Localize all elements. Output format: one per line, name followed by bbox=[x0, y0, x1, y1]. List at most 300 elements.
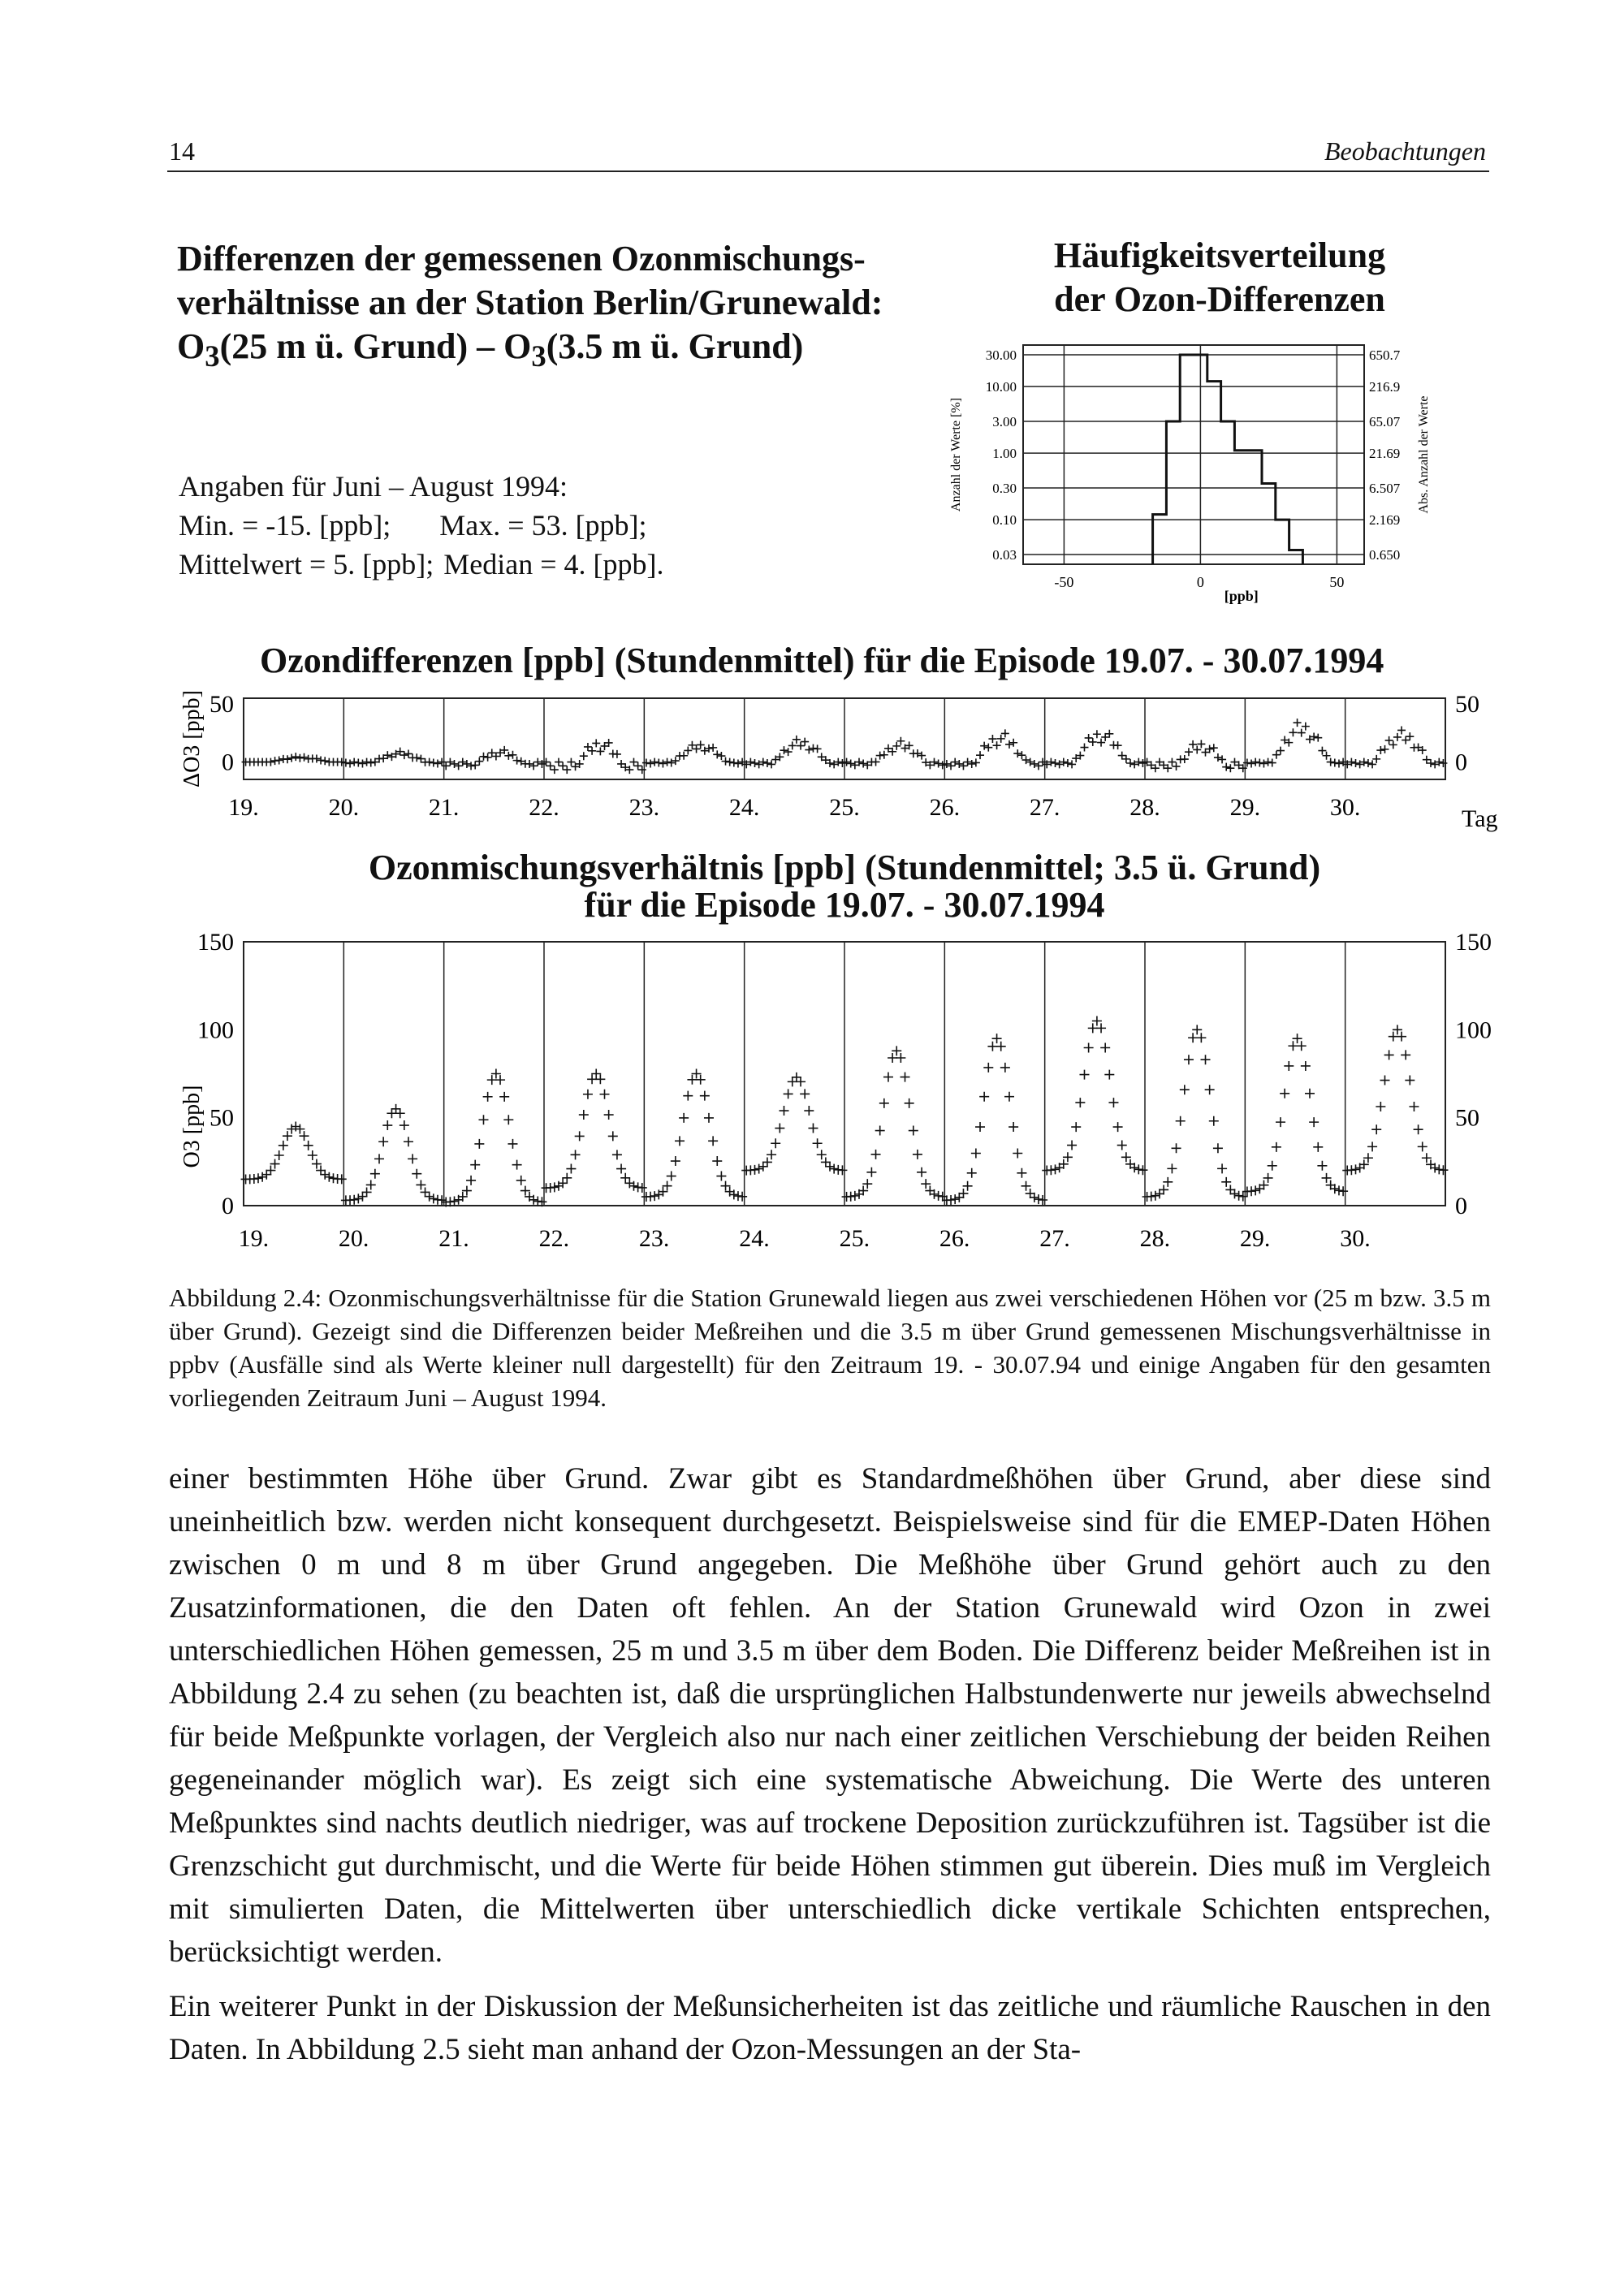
ozone-point bbox=[279, 1141, 288, 1150]
diff-point bbox=[1005, 740, 1013, 749]
diff-point bbox=[1089, 738, 1097, 746]
ozone-point bbox=[512, 1160, 522, 1170]
diff-point bbox=[546, 762, 555, 770]
ozone-point bbox=[675, 1136, 685, 1146]
diff-point bbox=[1272, 751, 1281, 759]
ozone-point bbox=[975, 1122, 985, 1132]
diff-point bbox=[680, 752, 688, 760]
ozone-point bbox=[591, 1069, 601, 1079]
ozone-point bbox=[883, 1072, 893, 1082]
ozone-xtick: 25. bbox=[839, 1225, 870, 1252]
diff-point bbox=[1126, 759, 1134, 767]
ozone-point bbox=[692, 1069, 702, 1079]
diff-point bbox=[1017, 751, 1026, 759]
histogram-ytick-right: 0.650 bbox=[1369, 547, 1401, 563]
body-text bbox=[169, 1457, 1491, 2082]
ozone-title-line1: Ozonmischungsverhältnis [ppb] (Stundenmittel; 3.5 ü. Grund) bbox=[368, 848, 1321, 887]
diff-point bbox=[1185, 748, 1193, 756]
ozone-point bbox=[946, 1195, 956, 1205]
histogram-frame bbox=[1023, 345, 1364, 564]
ozone-point bbox=[909, 1126, 918, 1136]
diff-point bbox=[1093, 730, 1101, 738]
diff-point bbox=[1364, 759, 1372, 767]
ozone-point bbox=[1293, 1034, 1302, 1043]
ozone-point bbox=[1038, 1195, 1047, 1205]
diff-point bbox=[551, 766, 559, 774]
diff-point bbox=[475, 757, 483, 766]
ozone-ytick-right: 100 bbox=[1455, 1016, 1492, 1044]
diff-point bbox=[1052, 759, 1060, 767]
diff-point bbox=[1294, 719, 1302, 727]
ozone-point bbox=[429, 1193, 438, 1203]
diff-point bbox=[1368, 760, 1376, 768]
ozone-point bbox=[1393, 1025, 1402, 1034]
diff-point bbox=[1402, 736, 1410, 744]
diff-point bbox=[1327, 758, 1335, 766]
ozone-point bbox=[337, 1174, 347, 1184]
ozone-point bbox=[566, 1164, 576, 1174]
diff-point bbox=[1189, 740, 1197, 749]
ozone-point bbox=[737, 1192, 747, 1202]
ozone-point bbox=[934, 1191, 944, 1201]
ozone-point bbox=[1209, 1116, 1219, 1126]
ozone-point bbox=[450, 1197, 460, 1206]
ozone-point bbox=[357, 1192, 367, 1202]
diff-point bbox=[584, 743, 592, 751]
diff-xtick: 21. bbox=[428, 794, 460, 821]
diff-point bbox=[484, 753, 492, 762]
diff-point bbox=[412, 753, 421, 762]
ozone-point bbox=[1351, 1164, 1361, 1174]
ozone-point bbox=[1422, 1153, 1432, 1163]
ozone-ytick-left: 0 bbox=[222, 1193, 234, 1219]
histogram-xtick: -50 bbox=[1054, 574, 1074, 590]
histogram-ytick-right: 216.9 bbox=[1369, 379, 1401, 395]
diff-point bbox=[1097, 739, 1105, 747]
ozone-point bbox=[846, 1192, 856, 1202]
ozone-point bbox=[1389, 1032, 1398, 1042]
ozone-point bbox=[784, 1089, 793, 1098]
ozone-point bbox=[1288, 1041, 1298, 1051]
page-number: 14 bbox=[169, 136, 195, 166]
diff-point bbox=[455, 762, 463, 770]
ozone-point bbox=[754, 1164, 764, 1174]
diff-point bbox=[642, 759, 650, 767]
ozone-point bbox=[370, 1169, 380, 1179]
diff-point bbox=[788, 741, 797, 749]
diff-point bbox=[1114, 741, 1122, 749]
ozone-point bbox=[516, 1176, 526, 1185]
diff-xlabel: Tag bbox=[1462, 805, 1498, 832]
ozone-point bbox=[687, 1075, 697, 1085]
ozone-point bbox=[1280, 1089, 1289, 1098]
diff-xtick: 24. bbox=[728, 794, 760, 821]
ozone-point bbox=[1180, 1085, 1190, 1094]
diff-point bbox=[935, 759, 943, 767]
histogram-ytick-left: 3.00 bbox=[992, 414, 1017, 429]
ozone-point bbox=[650, 1191, 659, 1201]
ozone-point bbox=[1434, 1164, 1444, 1174]
ozone-xtick: 29. bbox=[1239, 1225, 1271, 1252]
figure-caption: Abbildung 2.4: Ozonmischungsverhältnisse für die Station Grunewald liegen aus zwei verschiedenen Höhen vor (25 m bzw. 3.5 m über Grund). Gezeigt sind die Differenzen beider Meßreihen und die 3.5 m über Grund gemessenen Mischungsverhältnisse in ppbv (Ausfälle sind als Werte kleiner null dargestellt) für den Zeitraum 19. - 30.07.94 und einige Angaben für den gesamten vorliegenden Zeitraum Juni – August 1994. bbox=[169, 1284, 1491, 1412]
ozone-point bbox=[1409, 1102, 1419, 1111]
ozone-point bbox=[520, 1186, 530, 1196]
diff-point bbox=[1138, 759, 1147, 767]
ozone-point bbox=[575, 1131, 585, 1141]
diff-point bbox=[1335, 759, 1343, 767]
diff-point bbox=[976, 751, 984, 759]
diff-point bbox=[358, 759, 366, 767]
ozone-point bbox=[1104, 1070, 1114, 1080]
diff-xtick: 25. bbox=[829, 794, 860, 821]
ozone-ytick-right: 150 bbox=[1455, 929, 1492, 956]
histogram-ylabel-left: Anzahl der Werte [%] bbox=[949, 397, 963, 512]
diff-point bbox=[504, 752, 512, 760]
ozone-point bbox=[1075, 1098, 1085, 1107]
ozone-point bbox=[474, 1139, 484, 1149]
ozone-point bbox=[671, 1156, 680, 1166]
diff-point bbox=[287, 754, 296, 762]
histogram-ytick-left: 10.00 bbox=[985, 379, 1017, 395]
ozone-xtick: 19. bbox=[238, 1225, 270, 1252]
ozone-point bbox=[913, 1150, 922, 1159]
diff-point bbox=[1298, 729, 1306, 737]
diff-point bbox=[1393, 733, 1402, 741]
diff-point bbox=[300, 753, 309, 762]
ozone-point bbox=[1034, 1194, 1043, 1204]
section-title: Beobachtungen bbox=[1324, 136, 1486, 166]
ozone-title bbox=[349, 849, 1340, 924]
ozone-point bbox=[871, 1150, 881, 1159]
diff-ytick-left: 50 bbox=[209, 691, 234, 719]
diff-point bbox=[955, 760, 963, 768]
diff-point bbox=[784, 748, 793, 756]
diff-point bbox=[321, 757, 329, 765]
diff-point bbox=[993, 741, 1001, 749]
ozone-point bbox=[963, 1181, 973, 1191]
ozone-ytick-right: 0 bbox=[1455, 1193, 1467, 1219]
diff-point bbox=[338, 758, 346, 766]
diff-ytick-right: 50 bbox=[1455, 691, 1479, 719]
ozone-point bbox=[550, 1182, 559, 1192]
ozone-point bbox=[400, 1120, 409, 1130]
diff-point bbox=[914, 749, 922, 757]
diff-point bbox=[1251, 758, 1259, 766]
ozone-point bbox=[1063, 1152, 1073, 1162]
diff-point bbox=[722, 757, 730, 766]
ozone-point bbox=[283, 1131, 292, 1141]
ozone-point bbox=[1322, 1173, 1332, 1183]
histogram-ytick-left: 0.30 bbox=[992, 481, 1017, 496]
ozone-point bbox=[382, 1120, 392, 1130]
ozone-point bbox=[667, 1172, 676, 1181]
ozone-ytick-right: 50 bbox=[1455, 1104, 1479, 1132]
ozone-point bbox=[775, 1124, 784, 1133]
ozone-point bbox=[896, 1053, 905, 1063]
diff-point bbox=[763, 759, 771, 767]
diff-point bbox=[1314, 734, 1322, 742]
ozone-point bbox=[1092, 1016, 1102, 1026]
ozone-point bbox=[1297, 1041, 1307, 1051]
ozone-point bbox=[1163, 1177, 1173, 1187]
ozone-point bbox=[316, 1166, 326, 1176]
ozone-point bbox=[257, 1172, 267, 1182]
ozone-point bbox=[771, 1138, 780, 1148]
ozone-point bbox=[1414, 1124, 1423, 1134]
ozone-point bbox=[817, 1150, 827, 1159]
histogram-ytick-right: 65.07 bbox=[1369, 414, 1401, 429]
ozone-xtick: 30. bbox=[1340, 1225, 1371, 1252]
paragraph-1: einer bestimmten Höhe über Grund. Zwar gibt es Standardmeßhöhen über Grund, aber diese sind uneinheitlich bzw. werden nicht konsequent durchgesetzt. Beispielsweise sind für die EMEP-Daten Höhen zwischen 0 m und 8 m über Grund angegeben. Die Meßhöhe über Grund gehört auch zu den Zusatzinformationen, die den Daten oft fehlen. An der Station Grunewald wird Ozon in zwei unterschiedlichen Höhen gemessen, 25 m und 3.5 m über dem Boden. Die Differenz beider Meßreihen ist in Abbildung 2.4 zu sehen (zu beachten ist, daß die ursprünglichen Halbstundenwerte nur jeweils abwechselnd für beide Meßpunkte vorlagen, der Vergleich also nur nach einer zeitlichen Verschiebung der beiden Reihen gegeneinander möglich war). Es zeigt sich eine systematische Abweichung. Die Werte des unteren Meßpunktes sind nachts deutlich niedriger, was auf trockene Deposition zurückzuführen ist. Tagsüber ist die Grenzschicht gut durchmischt, und die Werte für beide Höhen stimmen gut überein. Dies muß im Vergleich mit simulierten Daten, die Mittelwerten über unterschiedlich dicke vertikale Schichten entsprechen, berücksichtigt werden. bbox=[169, 1462, 1491, 1969]
diff-point bbox=[283, 755, 292, 763]
diff-point bbox=[667, 759, 676, 767]
ozone-point bbox=[1121, 1152, 1131, 1162]
diff-point bbox=[1352, 759, 1360, 767]
ozone-point bbox=[808, 1124, 818, 1133]
ozone-point bbox=[1004, 1092, 1014, 1102]
ozone-point bbox=[879, 1098, 889, 1108]
diff-point bbox=[713, 750, 721, 758]
ozone-point bbox=[353, 1193, 363, 1203]
ozone-point bbox=[967, 1168, 977, 1178]
ozone-point bbox=[1017, 1168, 1026, 1178]
stats-line2 bbox=[179, 506, 664, 545]
ozone-point bbox=[1276, 1117, 1285, 1127]
diff-xtick: 27. bbox=[1029, 794, 1060, 821]
ozone-point bbox=[1367, 1142, 1377, 1151]
diff-point bbox=[425, 758, 434, 766]
diff-point bbox=[459, 758, 467, 766]
ozone-point bbox=[1268, 1161, 1277, 1171]
ozone-point bbox=[395, 1108, 405, 1118]
diff-point bbox=[555, 758, 563, 766]
ozone-point bbox=[421, 1187, 430, 1197]
histogram-ytick-left: 0.10 bbox=[992, 512, 1017, 529]
ozone-point bbox=[1013, 1149, 1022, 1159]
diff-point bbox=[751, 759, 759, 767]
ozone-point bbox=[571, 1150, 581, 1159]
stats-line3 bbox=[179, 545, 664, 584]
ozone-point bbox=[1217, 1163, 1227, 1173]
diff-point bbox=[650, 758, 659, 766]
diff-xtick: 28. bbox=[1129, 794, 1160, 821]
diff-point bbox=[567, 758, 575, 766]
diff-point bbox=[672, 757, 680, 765]
diff-point bbox=[442, 762, 450, 770]
ozone-title-line2: für die Episode 19.07. - 30.07.1994 bbox=[584, 885, 1105, 925]
ozone-point bbox=[1067, 1141, 1077, 1150]
ozone-point bbox=[1134, 1164, 1143, 1174]
ozone-point bbox=[612, 1150, 622, 1159]
diff-point bbox=[1385, 736, 1393, 744]
diff-point bbox=[613, 750, 621, 758]
ozone-point bbox=[304, 1141, 313, 1150]
diff-point bbox=[951, 758, 959, 766]
ozone-point bbox=[503, 1115, 513, 1124]
stats-min: Min. = -15. [ppb]; bbox=[179, 509, 391, 542]
diff-xtick: 22. bbox=[529, 794, 559, 821]
ozone-point bbox=[779, 1106, 788, 1116]
ozone-point bbox=[792, 1072, 801, 1082]
ozone-point bbox=[1167, 1163, 1177, 1173]
ozone-xtick: 27. bbox=[1039, 1225, 1070, 1252]
diff-point bbox=[513, 757, 521, 765]
ozone-point bbox=[616, 1164, 626, 1174]
ozone-point bbox=[716, 1172, 726, 1181]
ozone-ytick-left: 50 bbox=[209, 1104, 234, 1132]
ozone-point bbox=[366, 1180, 376, 1189]
ozone-point bbox=[1201, 1055, 1211, 1064]
histogram-ytick-right: 21.69 bbox=[1369, 446, 1401, 462]
ozone-xtick: 23. bbox=[638, 1225, 670, 1252]
ozone-point bbox=[1272, 1142, 1281, 1152]
ozone-point bbox=[762, 1157, 772, 1167]
ozone-point bbox=[562, 1173, 572, 1183]
diff-point bbox=[1080, 744, 1088, 752]
ozone-point bbox=[1117, 1141, 1127, 1150]
diff-point bbox=[1197, 740, 1205, 748]
ozone-point bbox=[921, 1179, 931, 1189]
diff-ylabel: ΔO3 [ppb] bbox=[179, 690, 205, 788]
stats-max: Max. = 53. [ppb]; bbox=[439, 509, 647, 542]
ozone-point bbox=[767, 1150, 776, 1159]
ozone-point bbox=[1418, 1142, 1427, 1151]
ozone-point bbox=[1113, 1122, 1123, 1132]
ozone-point bbox=[971, 1149, 981, 1159]
diff-point bbox=[767, 760, 775, 768]
ozone-point bbox=[608, 1131, 618, 1141]
ozone-point bbox=[362, 1187, 372, 1197]
diff-point bbox=[580, 752, 588, 760]
diff-point bbox=[592, 739, 600, 747]
ozone-point bbox=[829, 1164, 839, 1174]
histogram-ytick-right: 650.7 bbox=[1369, 347, 1401, 363]
ozone-point bbox=[987, 1042, 997, 1051]
ozone-point bbox=[788, 1077, 797, 1086]
diff-point bbox=[346, 759, 354, 767]
ozone-point bbox=[558, 1178, 568, 1188]
diff-point bbox=[404, 749, 412, 757]
diff-point bbox=[1255, 759, 1263, 767]
diff-point bbox=[292, 753, 300, 761]
diff-point bbox=[726, 758, 734, 766]
diff-point bbox=[684, 746, 692, 754]
ozone-point bbox=[950, 1194, 960, 1204]
histogram-chart bbox=[942, 325, 1494, 625]
diff-point bbox=[1064, 759, 1072, 767]
histogram-ytick-left: 30.00 bbox=[985, 347, 1017, 363]
diff-point bbox=[1289, 728, 1297, 736]
diff-point bbox=[296, 754, 304, 762]
ozone-point bbox=[721, 1181, 731, 1191]
figure-left-title bbox=[177, 237, 883, 378]
ozone-xtick: 20. bbox=[338, 1225, 369, 1252]
ozone-point bbox=[696, 1075, 706, 1085]
ozone-point bbox=[579, 1110, 589, 1120]
ozone-point bbox=[620, 1173, 630, 1183]
header-rule bbox=[167, 170, 1489, 172]
diff-point bbox=[780, 746, 788, 754]
diff-ytick-left: 0 bbox=[222, 749, 234, 776]
diff-point bbox=[354, 759, 362, 767]
ozone-point bbox=[979, 1092, 989, 1102]
ozone-point bbox=[1176, 1116, 1186, 1126]
diff-point bbox=[438, 758, 446, 766]
histogram-title bbox=[1041, 234, 1398, 322]
stats-mean: Mittelwert = 5. [ppb]; bbox=[179, 548, 434, 580]
diff-point bbox=[843, 758, 851, 766]
diff-point bbox=[634, 762, 642, 770]
ozone-point bbox=[800, 1089, 810, 1098]
diff-point bbox=[542, 758, 551, 766]
diff-point bbox=[463, 760, 471, 768]
diff-point bbox=[997, 735, 1005, 743]
histogram-title-line1: Häufigkeitsverteilung bbox=[1053, 235, 1386, 275]
diff-point bbox=[980, 742, 988, 750]
ozone-point bbox=[1205, 1085, 1215, 1094]
ozone-point bbox=[1021, 1181, 1031, 1191]
ozone-point bbox=[478, 1115, 488, 1124]
histogram-title-line2: der Ozon-Differenzen bbox=[1054, 279, 1385, 319]
ozone-point bbox=[1188, 1033, 1198, 1042]
diff-point bbox=[939, 761, 947, 769]
diff-point bbox=[793, 736, 801, 744]
diff-point bbox=[709, 744, 717, 752]
diff-point bbox=[892, 742, 901, 750]
ozone-point bbox=[604, 1110, 614, 1120]
diff-point bbox=[1376, 746, 1384, 754]
ozone-point bbox=[750, 1165, 760, 1175]
ozone-point bbox=[1301, 1061, 1311, 1071]
ozone-point bbox=[1196, 1033, 1206, 1042]
diff-point bbox=[1013, 749, 1021, 757]
ozone-point bbox=[704, 1113, 714, 1123]
diff-point bbox=[559, 762, 567, 770]
ozone-point bbox=[1346, 1165, 1356, 1175]
ozone-point bbox=[587, 1074, 597, 1084]
diff-point bbox=[446, 758, 454, 766]
ozone-point bbox=[1172, 1143, 1181, 1153]
diff-point bbox=[968, 760, 976, 768]
ozone-point bbox=[1397, 1032, 1406, 1042]
ozone-point bbox=[300, 1131, 309, 1141]
diff-point bbox=[659, 759, 667, 767]
diff-point bbox=[596, 747, 604, 755]
ozone-point bbox=[821, 1157, 831, 1167]
diff-point bbox=[1068, 760, 1076, 768]
diff-point bbox=[525, 760, 533, 768]
histogram-ytick-left: 1.00 bbox=[992, 446, 1017, 462]
ozone-point bbox=[308, 1150, 317, 1160]
ozone-point bbox=[312, 1159, 322, 1169]
ozone-ytick-left: 100 bbox=[197, 1016, 234, 1044]
ozone-point bbox=[866, 1167, 876, 1177]
ozone-point bbox=[901, 1072, 910, 1082]
histogram-xlabel: [ppb] bbox=[1224, 588, 1259, 604]
ozone-point bbox=[600, 1090, 610, 1099]
ozone-point bbox=[825, 1162, 835, 1172]
left-title-line1: Differenzen der gemessenen Ozonmischungs- bbox=[177, 239, 866, 278]
diff-point bbox=[533, 758, 542, 766]
diff-point bbox=[1259, 759, 1268, 767]
diff-point bbox=[688, 741, 696, 749]
diff-point bbox=[1118, 752, 1126, 760]
ozone-point bbox=[683, 1091, 693, 1101]
diff-point bbox=[363, 758, 371, 766]
episode-title: Ozondifferenzen [ppb] (Stundenmittel) für die Episode 19.07. - 30.07.1994 bbox=[260, 641, 1384, 680]
diff-point bbox=[734, 759, 742, 767]
diff-point bbox=[1181, 755, 1189, 763]
